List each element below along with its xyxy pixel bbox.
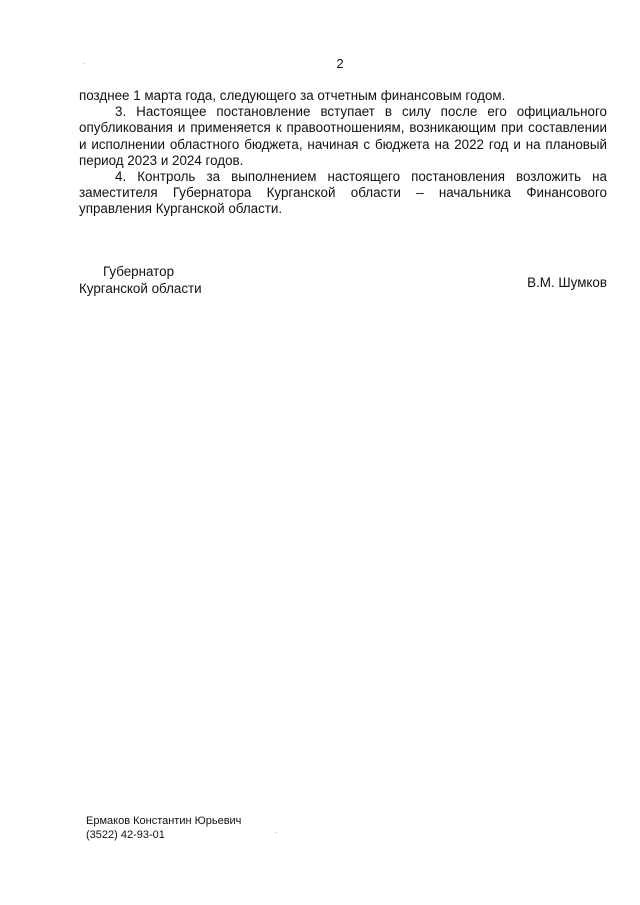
scan-speck	[83, 63, 84, 64]
signature-block	[0, 264, 640, 304]
document-body	[79, 88, 607, 218]
paragraph-continuation: позднее 1 марта года, следующего за отчетным финансовым годом.	[79, 88, 506, 103]
scan-speck	[276, 832, 277, 833]
signatory-name: В.М. Шумков	[527, 275, 607, 290]
page-number: 2	[336, 56, 344, 71]
executor-phone: (3522) 42-93-01	[86, 829, 165, 841]
executor-block	[86, 814, 241, 842]
signatory-title-line2: Курганской области	[79, 280, 202, 296]
executor-name: Ермаков Константин Юрьевич	[86, 815, 242, 827]
paragraph-3: 3. Настоящее постановление вступает в силу после его официального опубликования и применяется к правоотношениям, возникающим при составлении и исполнении областного бюджета, начиная с бюджета на 2022 год и на плановый период 2023 и 2024 годов.	[79, 104, 607, 168]
signatory-title-line1: Губернатор	[103, 264, 175, 279]
paragraph-4: 4. Контроль за выполнением настоящего постановления возложить на заместителя Губернатора Курганской области – начальника Финансового управления Курганской области.	[79, 169, 607, 217]
